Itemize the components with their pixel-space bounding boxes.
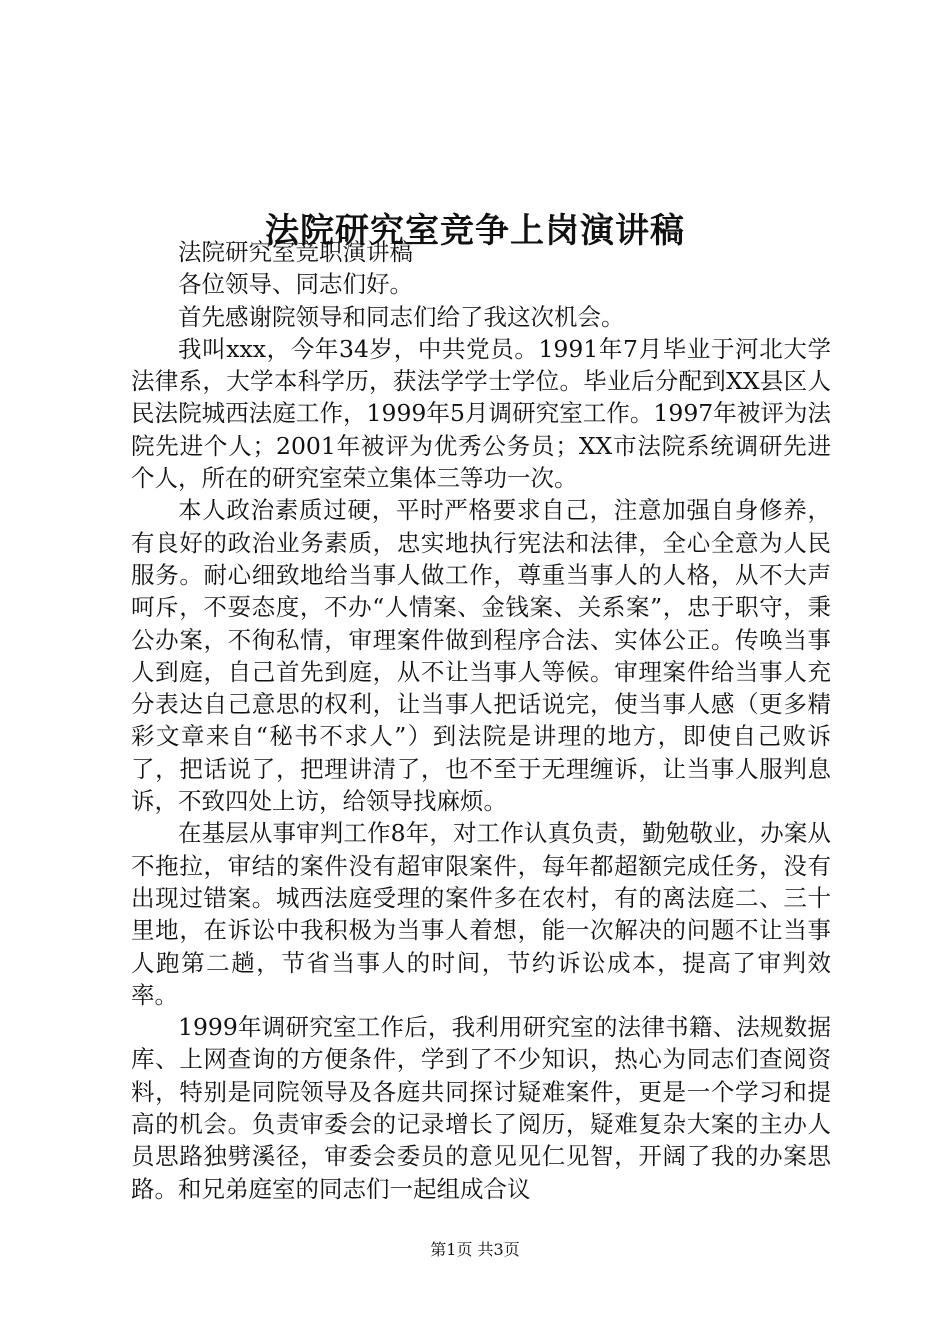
paragraph: 本人政治素质过硬，平时严格要求自己，注意加强自身修养，有良好的政治业务素质，忠实地执行宪法和法律，全心全意为人民服务。耐心细致地给当事人做工作，尊重当事人的人格，从不大声呵斥，不耍态度，不办“人情案、金钱案、关系案”，忠于职守，秉公办案，不徇私情，审理案件做到程序合法、实体公正。传唤当事人到庭，自己首先到庭，从不让当事人等候。审理案件给当事人充分表达自己意思的权利，让当事人把话说完，使当事人感（更多精彩文章来自“秘书不求人”）到法院是讲理的地方，即使自己败诉了，把话说了，把理讲清了，也不至于无理缠诉，让当事人服判息诉，不致四处上访，给领导找麻烦。 — [131, 496, 831, 816]
document-body — [131, 236, 831, 1205]
paragraph: 我叫xxx，今年34岁，中共党员。1991年7月毕业于河北大学法律系，大学本科学历，获法学学士学位。毕业后分配到XX县区人民法院城西法庭工作，1999年5月调研究室工作。1997年被评为法院先进个人；2001年被评为优秀公务员；XX市法院系统调研先进个人，所在的研究室荣立集体三等功一次。 — [131, 334, 831, 493]
paragraph: 首先感谢院领导和同志们给了我这次机会。 — [178, 302, 625, 331]
paragraph: 法院研究室竞职演讲稿 — [178, 238, 413, 266]
document-title: 法院研究室竞争上岗演讲稿 — [265, 210, 685, 251]
page-footer: 第1页 共3页 — [430, 1240, 520, 1259]
paragraph: 在基层从事审判工作8年，对工作认真负责，勤勉敬业，办案从不拖拉，审结的案件没有超审限案件，每年都超额完成任务，没有出现过错案。城西法庭受理的案件多在农村，有的离法庭二、三十里地，在诉讼中我积极为当事人着想，能一次解决的问题不让当事人跑第二趟，节省当事人的时间，节约诉讼成本，提高了审判效率。 — [131, 819, 831, 1009]
paragraph: 各位领导、同志们好。 — [178, 270, 413, 299]
paragraph: 1999年调研究室工作后，我利用研究室的法律书籍、法规数据库、上网查询的方便条件，学到了不少知识，热心为同志们查阅资料，特别是同院领导及各庭共同探讨疑难案件，更是一个学习和提高的机会。负责审委会的记录增长了阅历，疑难复杂大案的主办人员思路独劈溪径，审委会委员的意见见仁见智，开阔了我的办案思路。和兄弟庭室的同志们一起组成合议 — [131, 1013, 831, 1203]
